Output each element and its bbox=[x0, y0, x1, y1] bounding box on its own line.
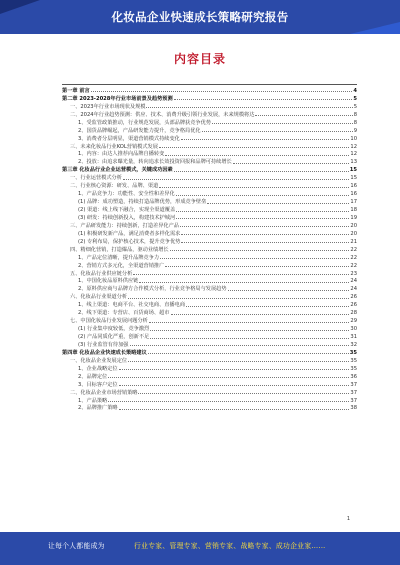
toc-dot-leader bbox=[146, 107, 352, 108]
toc-entry-title: 第二章 2023-2028年行业市场前景及趋势预测 bbox=[62, 95, 173, 102]
toc-entry-page: 21 bbox=[350, 238, 357, 245]
toc-dot-leader bbox=[108, 401, 349, 402]
toc-entry-page: 4 bbox=[353, 87, 357, 94]
toc-entry[interactable] bbox=[62, 396, 357, 404]
toc-entry[interactable] bbox=[62, 372, 357, 380]
toc-entry[interactable] bbox=[62, 150, 357, 158]
toc-dot-leader bbox=[233, 163, 350, 164]
toc-entry-page: 5 bbox=[353, 95, 357, 102]
toc-entry-page: 24 bbox=[350, 286, 357, 293]
toc-entry-title: 1、线上渠道：电商平台、社交电商、直播电商 bbox=[78, 302, 186, 309]
toc-entry-title: (3) 行业监管有待加强 bbox=[78, 341, 129, 348]
toc-entry-page: 10 bbox=[350, 135, 357, 142]
toc-entry-title: (1) 行业集中度较低，竞争激烈 bbox=[78, 326, 150, 333]
toc-entry[interactable] bbox=[62, 277, 357, 285]
toc-entry[interactable] bbox=[62, 94, 357, 102]
toc-dot-leader bbox=[108, 377, 349, 378]
toc-entry[interactable] bbox=[62, 380, 357, 388]
toc-entry-title: (2) 产品同质化严重，创新不足 bbox=[78, 334, 150, 340]
toc-entry-title: 三、产品研发能力：持续创新，打造差异化产品 bbox=[70, 222, 179, 229]
toc-entry-page: 30 bbox=[350, 326, 357, 333]
toc-entry[interactable] bbox=[62, 205, 357, 213]
toc-entry-title: (1) 积极研发新产品，满足消费者多样化需求 bbox=[78, 230, 181, 237]
page-number: 1 bbox=[346, 516, 350, 522]
toc-list bbox=[62, 86, 357, 411]
toc-entry[interactable] bbox=[62, 197, 357, 205]
toc-entry-title: (3) 研发：持续创新投入，构建技术护城河 bbox=[78, 214, 176, 221]
toc-entry-title: 2、投放：由追求曝光量，转向追求长效投资回报和品牌可持续增长 bbox=[78, 159, 232, 166]
toc-dot-leader bbox=[165, 266, 349, 267]
toc-entry[interactable] bbox=[62, 292, 357, 300]
toc-dot-leader bbox=[207, 203, 349, 204]
toc-dot-leader bbox=[181, 242, 349, 243]
toc-entry-title: 1、产品策略 bbox=[78, 397, 108, 404]
toc-entry[interactable] bbox=[62, 237, 357, 245]
toc-entry[interactable] bbox=[62, 86, 357, 94]
toc-entry[interactable] bbox=[62, 348, 357, 356]
toc-heading: 内容目录 bbox=[173, 52, 226, 66]
toc-entry-page: 29 bbox=[350, 318, 357, 325]
toc-entry-title: 三、未来化妆品行业KOL营销模式发展 bbox=[70, 143, 158, 150]
toc-entry[interactable] bbox=[62, 110, 357, 118]
toc-entry-title: 一、行业运营模式分析 bbox=[70, 175, 122, 182]
toc-dot-leader bbox=[128, 361, 349, 362]
toc-dot-leader bbox=[119, 409, 350, 410]
toc-entry-page: 37 bbox=[350, 397, 357, 404]
toc-dot-leader bbox=[91, 91, 353, 92]
toc-entry-page: 22 bbox=[350, 262, 357, 269]
toc-dot-leader bbox=[176, 195, 350, 196]
toc-entry[interactable] bbox=[62, 134, 357, 142]
toc-dot-leader bbox=[130, 345, 350, 346]
toc-entry-title: 1、受监管政策推动，行业规范发展，头部品牌获竞争优势 bbox=[78, 119, 211, 126]
toc-entry-page: 16 bbox=[350, 191, 357, 198]
toc-entry-title: 四、精细化营销，打造爆品，驱动业绩增长 bbox=[70, 246, 169, 253]
toc-entry[interactable] bbox=[62, 189, 357, 197]
toc-entry[interactable] bbox=[62, 102, 357, 110]
toc-dot-leader bbox=[149, 322, 350, 323]
toc-entry-page: 15 bbox=[349, 167, 357, 174]
toc-entry-title: 二、2024年行业趋势预测：供应、技术、消费升级引领行业发展，未来规模将达 bbox=[70, 111, 255, 118]
toc-entry-title: 一、化妆品企业发展定位 bbox=[70, 357, 128, 364]
toc-entry-title: 五、化妆品行业供应链分析 bbox=[70, 270, 133, 277]
toc-entry[interactable] bbox=[62, 284, 357, 292]
toc-entry-page: 8 bbox=[353, 111, 357, 118]
toc-dot-leader bbox=[181, 139, 350, 140]
toc-entry-page: 37 bbox=[350, 381, 357, 388]
toc-entry-page: 31 bbox=[350, 334, 357, 340]
toc-dot-leader bbox=[174, 171, 349, 172]
toc-dot-leader bbox=[128, 298, 349, 299]
toc-entry-page: 22 bbox=[350, 246, 357, 253]
toc-dot-leader bbox=[228, 290, 350, 291]
toc-entry-page: 18 bbox=[350, 207, 357, 213]
toc-entry-title: 2、品牌定位 bbox=[78, 373, 108, 380]
toc-dot-leader bbox=[159, 187, 349, 188]
toc-entry[interactable] bbox=[62, 253, 357, 261]
toc-entry-page: 35 bbox=[350, 357, 357, 364]
toc-entry[interactable] bbox=[62, 165, 357, 173]
toc-entry-page: 8 bbox=[353, 119, 357, 126]
toc-dot-leader bbox=[160, 258, 349, 259]
toc-entry[interactable] bbox=[62, 126, 357, 134]
toc-entry-title: 1、产品定位清晰，提升品牌竞争力 bbox=[78, 254, 160, 261]
toc-entry-title: 一、2023年行业市场现状及规模 bbox=[70, 103, 146, 110]
toc-entry-title: 2、营销方式多元化，全渠道营销推广 bbox=[78, 262, 165, 269]
toc-dot-leader bbox=[180, 226, 349, 227]
footer-slogan-right: 行业专家、管理专家、营销专家、战略专家、成功企业家…… bbox=[134, 542, 326, 550]
toc-entry-title: 第三章 化妆品行业企业运营模式，关键成功因素 bbox=[62, 167, 173, 174]
toc-entry[interactable] bbox=[62, 221, 357, 229]
toc-dot-leader bbox=[176, 211, 349, 212]
toc-entry-title: (1) 品牌：成功塑造，持续打造品牌优势，形成竞争壁垒 bbox=[78, 199, 207, 206]
toc-entry[interactable] bbox=[62, 340, 357, 348]
toc-entry-page: 20 bbox=[350, 230, 357, 237]
toc-dot-leader bbox=[148, 353, 349, 354]
toc-entry-page: 35 bbox=[349, 349, 357, 356]
footer-slogan-left: 让每个人都能成为 bbox=[48, 542, 105, 550]
toc-entry[interactable] bbox=[62, 229, 357, 237]
toc-entry[interactable] bbox=[62, 181, 357, 189]
toc-entry-title: 1、产品竞争力：功能性、安全性和差异化 bbox=[78, 191, 175, 198]
toc-entry[interactable] bbox=[62, 316, 357, 324]
toc-entry[interactable] bbox=[62, 213, 357, 221]
toc-entry[interactable] bbox=[62, 300, 357, 308]
toc-dot-leader bbox=[150, 330, 349, 331]
toc-entry-title: 第四章 化妆品企业快速成长策略建议 bbox=[62, 349, 147, 356]
toc-entry-page: 15 bbox=[350, 175, 357, 182]
toc-entry-page: 16 bbox=[350, 183, 357, 190]
toc-top-rule bbox=[62, 84, 357, 85]
toc-dot-leader bbox=[138, 393, 349, 394]
toc-entry-title: 七、中国化妆品行业发展问题分析 bbox=[70, 318, 148, 325]
report-title: 化妆品企业快速成长策略研究报告 bbox=[111, 10, 289, 24]
toc-entry[interactable] bbox=[62, 142, 357, 150]
toc-entry-title: 1、内容：由达人推荐向品牌自播转变 bbox=[78, 151, 165, 158]
toc-entry-page: 26 bbox=[350, 294, 357, 301]
toc-dot-leader bbox=[176, 218, 349, 219]
toc-dot-leader bbox=[133, 274, 349, 275]
toc-entry-title: 第一章 前言 bbox=[62, 87, 90, 94]
toc-dot-leader bbox=[150, 338, 349, 339]
toc-entry-page: 19 bbox=[350, 214, 357, 221]
toc-entry-title: 3、消费者分层明显，渠道营销模式持续变化 bbox=[78, 135, 180, 142]
toc-entry-title: 1、中国化妆品原料供应链 bbox=[78, 278, 139, 285]
toc-entry-title: 六、化妆品行业渠道分析 bbox=[70, 294, 128, 301]
toc-entry-page: 28 bbox=[350, 310, 357, 317]
toc-entry[interactable] bbox=[62, 118, 357, 126]
toc-entry[interactable] bbox=[62, 269, 357, 277]
toc-entry-page: 35 bbox=[350, 365, 357, 372]
toc-dot-leader bbox=[186, 306, 349, 307]
toc-entry[interactable] bbox=[62, 157, 357, 165]
toc-entry-title: (2) 渠道：线上线下融合，实现全渠道覆盖 bbox=[78, 207, 176, 213]
toc-dot-leader bbox=[202, 131, 353, 132]
toc-entry-page: 36 bbox=[350, 373, 357, 380]
toc-entry[interactable] bbox=[62, 332, 357, 340]
toc-dot-leader bbox=[171, 314, 350, 315]
toc-dot-leader bbox=[212, 123, 353, 124]
toc-entry-title: 2、线下渠道：专营店、百货商场、超市 bbox=[78, 310, 170, 317]
toc-entry-page: 26 bbox=[350, 302, 357, 309]
toc-dot-leader bbox=[119, 385, 350, 386]
toc-entry-page: 24 bbox=[350, 278, 357, 285]
toc-dot-leader bbox=[165, 155, 349, 156]
toc-entry-title: (2) 专利布局，保护核心技术，提升竞争优势 bbox=[78, 238, 181, 245]
toc-entry-title: 2、原料供应商与品牌方合作模式分析，行业竞争格局与发展趋势 bbox=[78, 286, 227, 293]
toc-entry-page: 9 bbox=[353, 127, 357, 134]
toc-dot-leader bbox=[181, 234, 349, 235]
toc-entry[interactable] bbox=[62, 173, 357, 181]
toc-dot-leader bbox=[255, 115, 352, 116]
toc-entry[interactable] bbox=[62, 388, 357, 396]
toc-entry-page: 12 bbox=[350, 151, 357, 158]
toc-dot-leader bbox=[159, 147, 349, 148]
toc-entry-page: 38 bbox=[350, 405, 357, 412]
toc-entry[interactable] bbox=[62, 364, 357, 372]
toc-entry-page: 5 bbox=[353, 103, 357, 110]
toc-entry-title: 二、化妆品企业市场营销策略 bbox=[70, 389, 138, 396]
toc-entry[interactable] bbox=[62, 324, 357, 332]
toc-entry-title: 1、企业战略定位 bbox=[78, 365, 118, 372]
toc-entry[interactable] bbox=[62, 308, 357, 316]
toc-entry-title: 二、行业核心资源：研发、品牌、渠道 bbox=[70, 183, 159, 190]
toc-entry-title: 2、国货品牌崛起，产品研发能力提升，竞争格局优化 bbox=[78, 127, 201, 134]
toc-entry-page: 12 bbox=[350, 143, 357, 150]
toc-entry-page: 17 bbox=[350, 199, 357, 206]
toc-entry-page: 22 bbox=[350, 254, 357, 261]
toc-dot-leader bbox=[139, 282, 349, 283]
toc-entry[interactable] bbox=[62, 356, 357, 364]
toc-entry[interactable] bbox=[62, 404, 357, 412]
toc-entry-page: 37 bbox=[350, 389, 357, 396]
toc-dot-leader bbox=[174, 99, 353, 100]
toc-entry-page: 23 bbox=[350, 270, 357, 277]
toc-entry-page: 20 bbox=[350, 222, 357, 229]
toc-entry-title: 3、目标客户定位 bbox=[78, 381, 118, 388]
toc-entry[interactable] bbox=[62, 261, 357, 269]
toc-entry[interactable] bbox=[62, 245, 357, 253]
toc-entry-title: 2、品牌推广策略 bbox=[78, 405, 118, 412]
toc-entry-page: 32 bbox=[350, 341, 357, 348]
toc-dot-leader bbox=[170, 250, 350, 251]
toc-entry-page: 13 bbox=[350, 159, 357, 166]
toc-dot-leader bbox=[123, 179, 350, 180]
toc-dot-leader bbox=[119, 369, 350, 370]
